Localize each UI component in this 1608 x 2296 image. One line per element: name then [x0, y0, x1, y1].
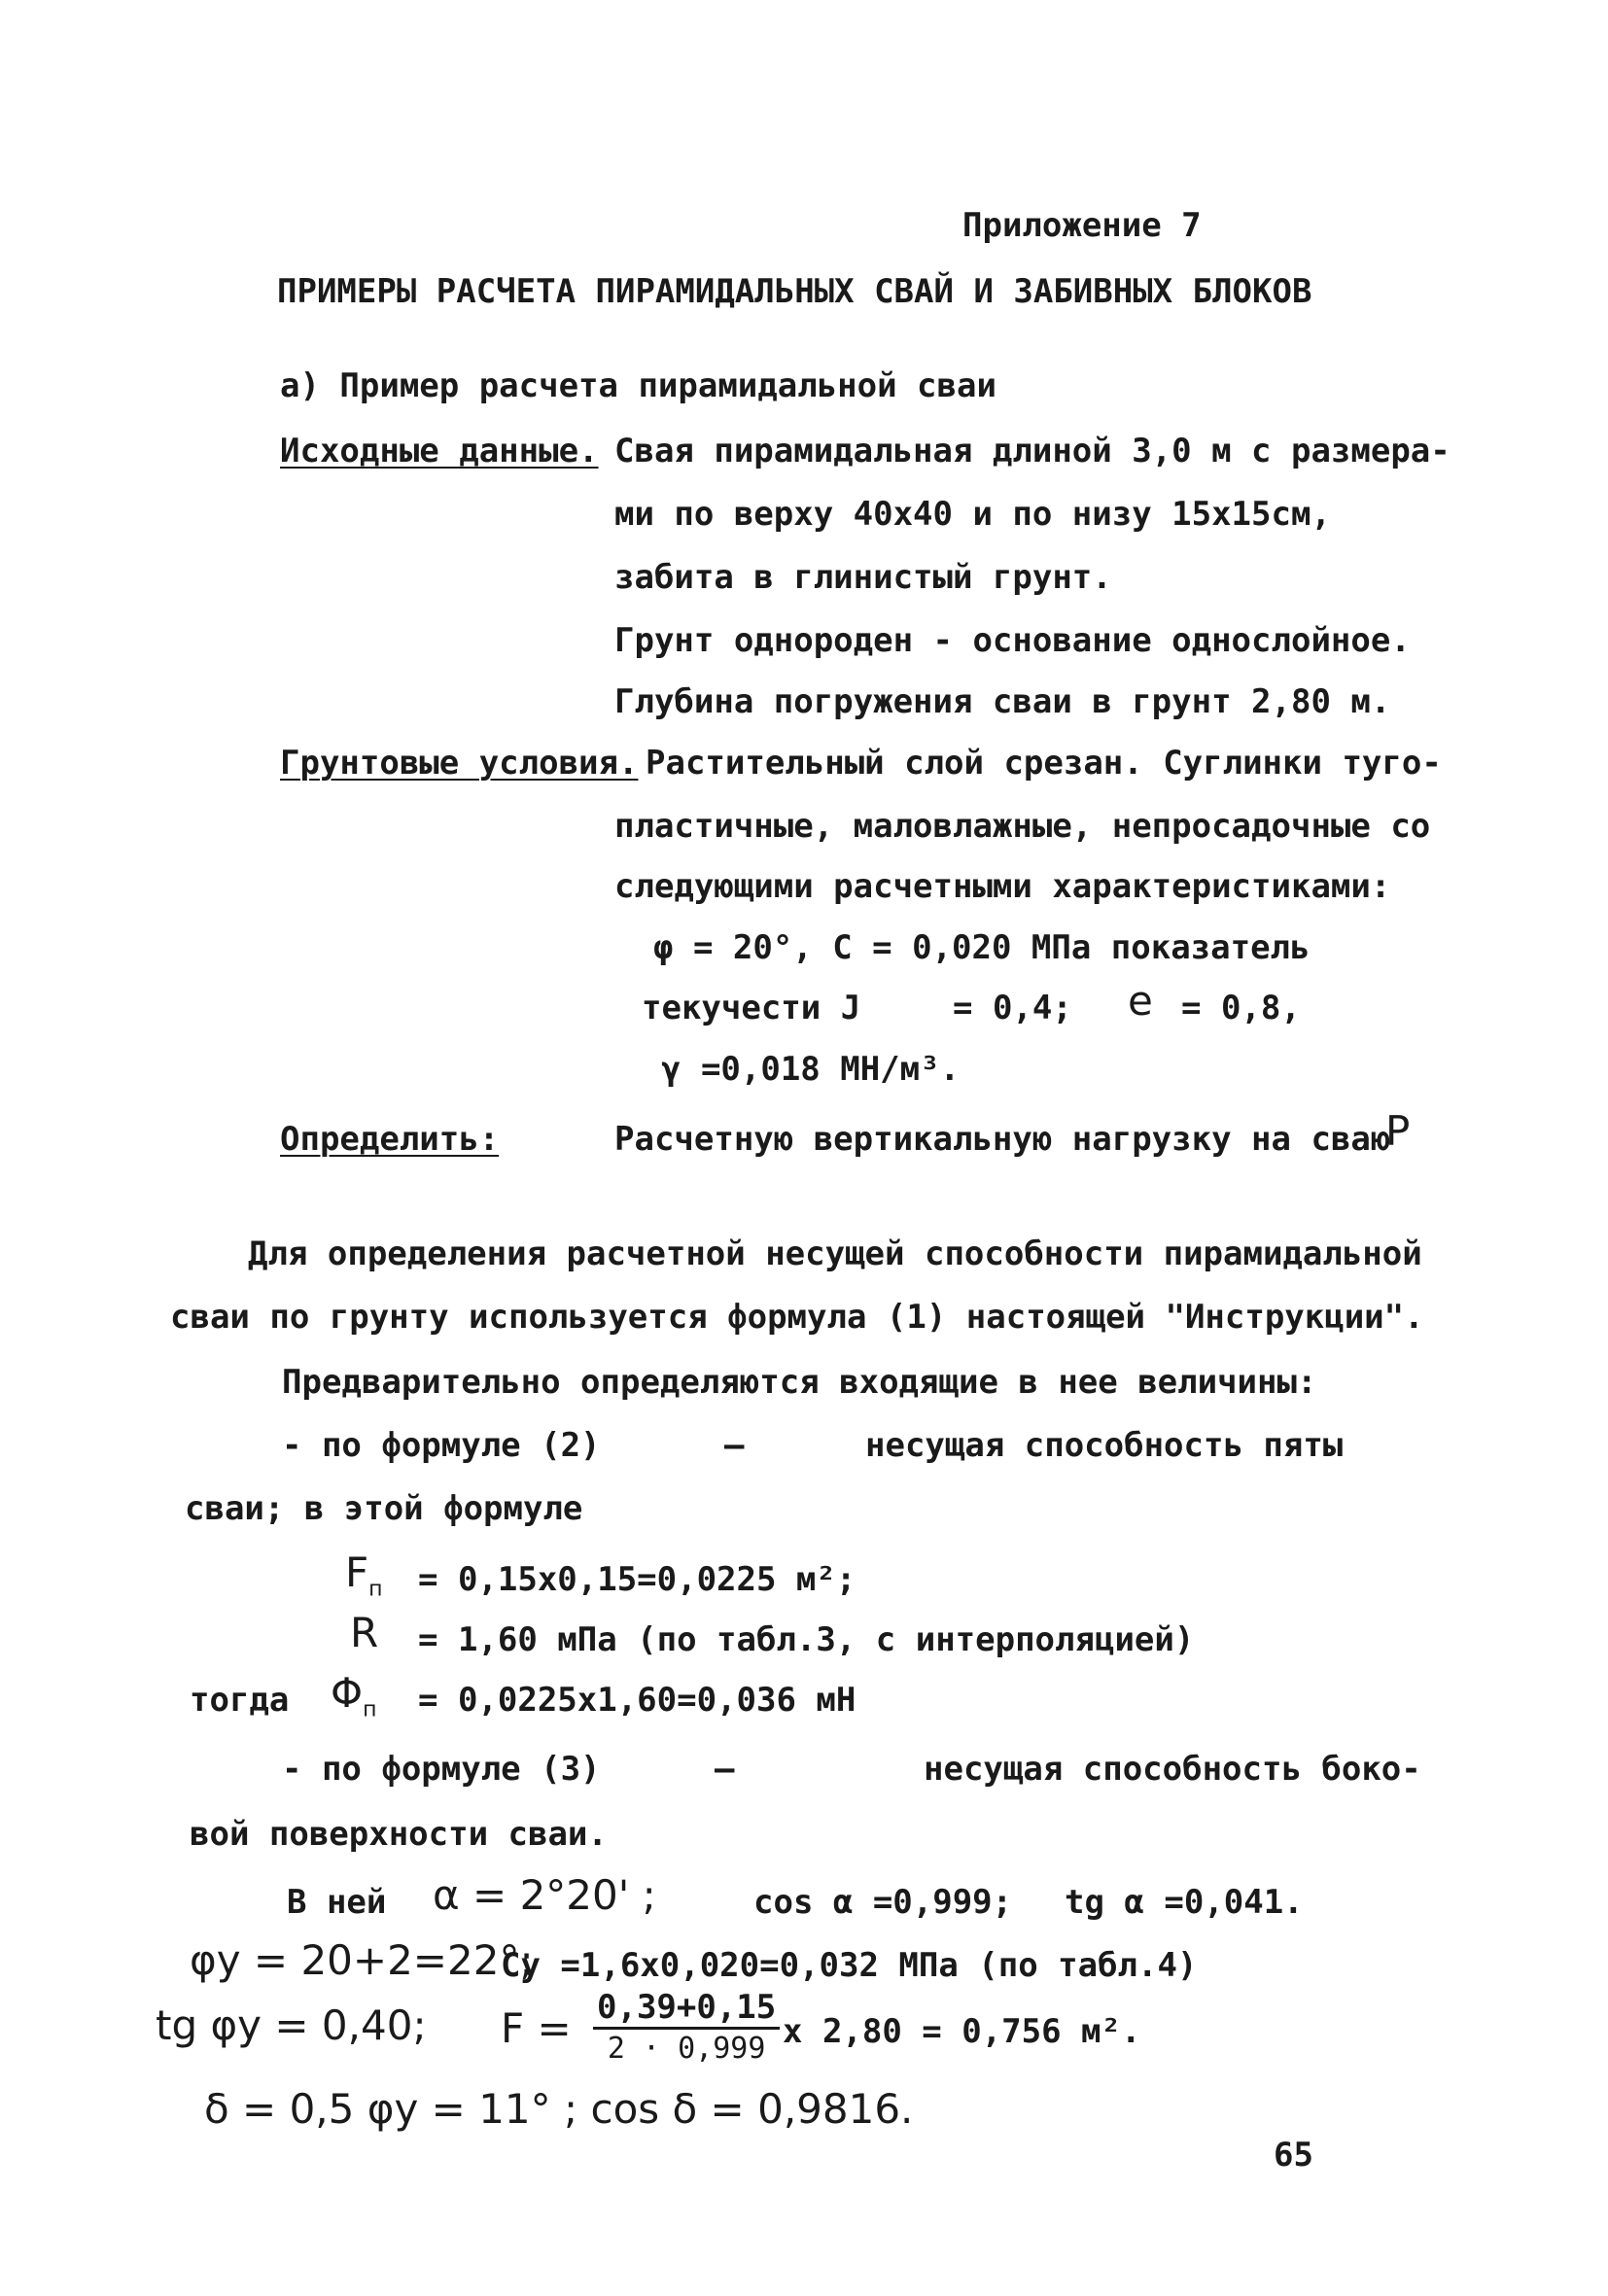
para2: Предварительно определяются входящие в нее величины:: [282, 1363, 1317, 1402]
determine-symbol: P: [1385, 1107, 1411, 1155]
para1-line2: сваи по грунту используется формула (1) настоящей "Инструкции".: [170, 1298, 1424, 1337]
page-title: ПРИМЕРЫ РАСЧЕТА ПИРАМИДАЛЬНЫХ СВАЙ И ЗАБИВНЫХ БЛОКОВ: [277, 272, 1312, 311]
F-fraction-numerator: 0,39+0,15: [593, 1988, 780, 2030]
soil-line-3: следующими расчетными характеристиками:: [614, 867, 1391, 906]
eq-Phi-symbol: [331, 1669, 377, 1731]
para1-line1: Для определения расчетной несущей способности пирамидальной: [248, 1235, 1422, 1273]
determine-text: Расчетную вертикальную нагрузку на сваю: [614, 1120, 1391, 1159]
alpha-eq: α = 2°20' ;: [433, 1871, 656, 1919]
soil-conditions-label: Грунтовые условия.: [280, 744, 639, 783]
source-line-3: забита в глинистый грунт.: [614, 558, 1112, 597]
soil-line-6: γ =0,018 МН/м³.: [661, 1050, 961, 1089]
soil-line-1: Растительный слой срезан. Суглинки туго-: [646, 744, 1442, 783]
F-eq-rest: х 2,80 = 0,756 м².: [783, 2012, 1141, 2051]
tg-phi-y-eq: tg φy = 0,40;: [156, 2001, 427, 2049]
source-line-4: Грунт однороден - основание однослойное.: [614, 621, 1411, 660]
eq-R-value: = 1,60 мПа (по табл.3, с интерполяцией): [418, 1620, 1195, 1659]
appendix-label: Приложение 7: [962, 206, 1202, 245]
item1-dash: —: [724, 1426, 745, 1465]
source-line-2: ми по верху 40х40 и по низу 15х15см,: [614, 495, 1331, 534]
F-fraction-denominator: 2 · 0,999: [607, 2032, 766, 2066]
soil-line-5a: текучести J: [642, 989, 861, 1027]
soil-line-5b: = 0,4;: [953, 989, 1072, 1027]
tg-alpha-eq: tg α =0,041.: [1065, 1883, 1304, 1922]
soil-line-2: пластичные, маловлажные, непросадочные со: [614, 807, 1431, 846]
soil-line-4: φ = 20°, C = 0,020 МПа показатель: [653, 928, 1311, 967]
eq-Phi-sub: п: [363, 1697, 377, 1722]
in-it-label: В ней: [287, 1883, 387, 1922]
source-line-5: Глубина погружения сваи в грунт 2,80 м.: [614, 682, 1391, 721]
cos-alpha-eq: cos α =0,999;: [753, 1883, 1013, 1922]
eq-F-sym: F: [345, 1548, 369, 1596]
eq-F-symbol: [345, 1548, 383, 1611]
eq-Phi-value: = 0,0225х1,60=0,036 мН: [418, 1681, 856, 1720]
eq-F-value: = 0,15х0,15=0,0225 м²;: [418, 1560, 856, 1599]
item2-desc: несущая способность боко-: [924, 1750, 1421, 1789]
eq-R-symbol: R: [350, 1609, 379, 1656]
delta-eq: δ = 0,5 φy = 11° ; cos δ = 0,9816.: [204, 2085, 914, 2133]
item1-formula-ref: - по формуле (2): [282, 1426, 601, 1465]
F-fraction: [593, 1988, 780, 2069]
then-word: тогда: [190, 1681, 290, 1720]
item1-cont: сваи; в этой формуле: [185, 1489, 583, 1528]
soil-line-5c: e: [1128, 977, 1153, 1025]
section-heading: а) Пример расчета пирамидальной сваи: [280, 366, 996, 405]
soil-line-5d: = 0,8,: [1181, 989, 1301, 1027]
source-line-1: Свая пирамидальная длиной 3,0 м с размера-: [614, 432, 1451, 470]
page-number: 65: [1274, 2136, 1313, 2174]
item1-desc: несущая способность пяты: [865, 1426, 1344, 1465]
item2-cont: вой поверхности сваи.: [190, 1815, 608, 1854]
phi-y-eq: φy = 20+2=22°;: [190, 1936, 534, 1984]
eq-F-sub: п: [368, 1577, 383, 1602]
eq-Phi-sym: Φ: [331, 1669, 364, 1717]
item2-dash: —: [715, 1750, 735, 1789]
source-data-label: Исходные данные.: [280, 432, 599, 470]
c-y-eq: Cy =1,6х0,020=0,032 МПа (по табл.4): [501, 1946, 1198, 1985]
item2-formula-ref: - по формуле (3): [282, 1750, 601, 1789]
determine-label: Определить:: [280, 1120, 500, 1159]
F-eq-symbol: F =: [501, 2004, 572, 2052]
